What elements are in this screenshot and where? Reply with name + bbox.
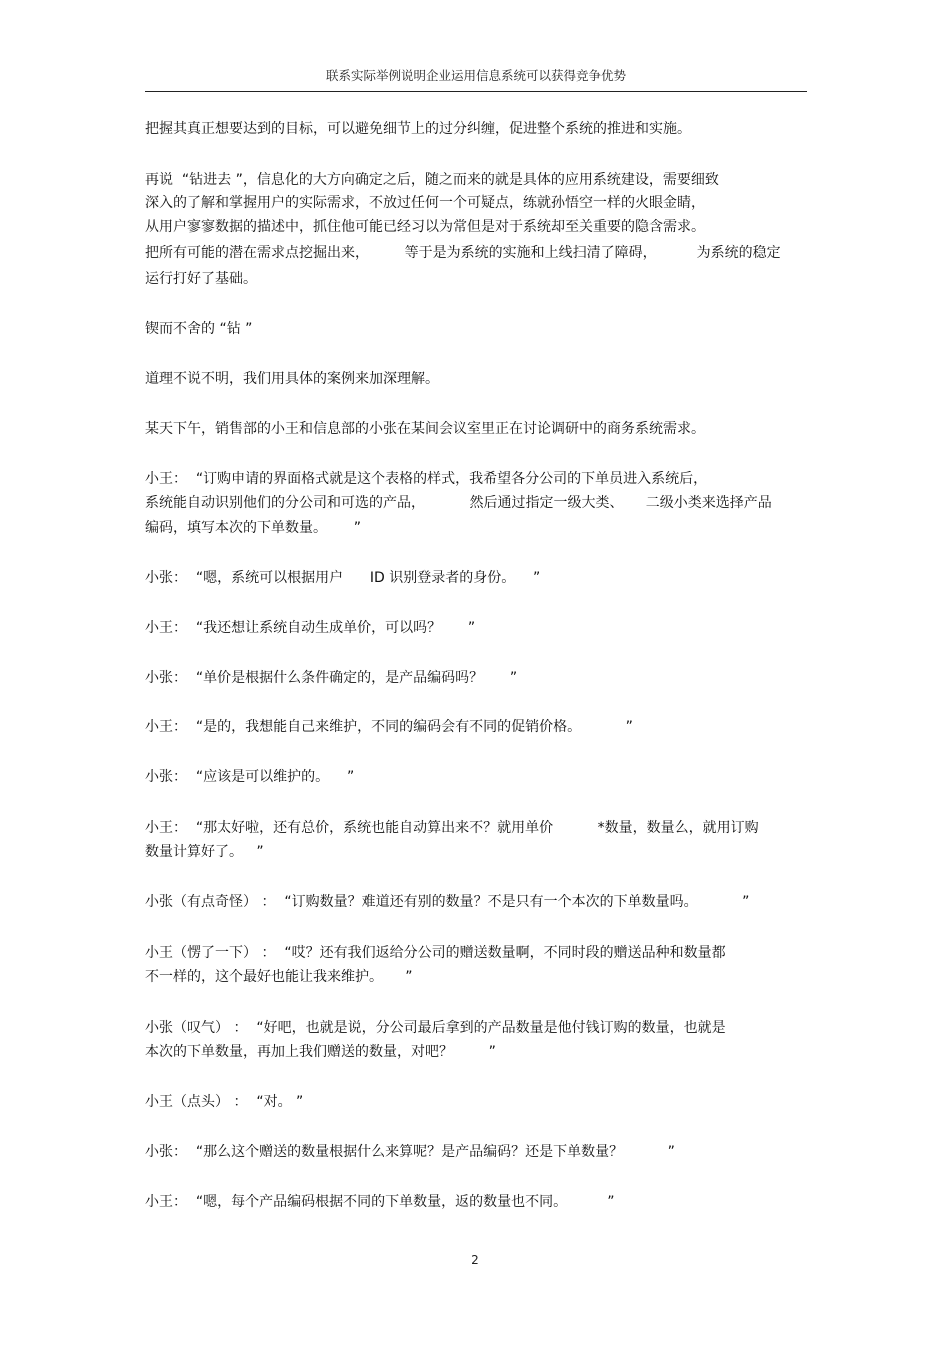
body-line: 把所有可能的潜在需求点挖掘出来， 等于是为系统的实施和上线扫清了障碍， 为系统的稳定 [145, 245, 781, 261]
header-divider [145, 91, 807, 92]
page-number: 2 [471, 1253, 479, 1267]
dialogue-line: 编码，填写本次的下单数量。 ” [145, 520, 361, 536]
body-line: 深入的了解和掌握用户的实际需求，不放过任何一个可疑点，练就孙悟空一样的火眼金睛， [145, 195, 705, 211]
page-header-title: 联系实际举例说明企业运用信息系统可以获得竞争优势 [325, 68, 626, 83]
dialogue-line: 本次的下单数量，再加上我们赠送的数量，对吧？ ” [145, 1044, 496, 1060]
dialogue-line: 小王： “我还想让系统自动生成单价，可以吗？ ” [145, 620, 476, 636]
body-line: 运行打好了基础。 [145, 271, 257, 287]
dialogue-line: 小王： “嗯，每个产品编码根据不同的下单数量，返的数量也不同。 ” [145, 1194, 615, 1210]
body-line: 把握其真正想要达到的目标，可以避免细节上的过分纠缠，促进整个系统的推进和实施。 [145, 121, 691, 137]
dialogue-line: 数量计算好了。 ” [145, 844, 264, 860]
dialogue-line: 小王（愣了一下） ： “哎？还有我们返给分公司的赠送数量啊，不同时段的赠送品种和数量都 [145, 945, 726, 961]
dialogue-line: 小张： “那么这个赠送的数量根据什么来算呢？是产品编码？还是下单数量？ ” [145, 1144, 675, 1160]
dialogue-line: 小王： “那太好啦，还有总价，系统也能自动算出来不？就用单价 *数量，数量么，就用订购 [145, 820, 759, 836]
dialogue-line: 小张（叹气） ： “好吧，也就是说，分公司最后拿到的产品数量是他付钱订购的数量，也就是 [145, 1020, 726, 1036]
dialogue-line: 小王（点头） ： “对。 ” [145, 1094, 304, 1110]
dialogue-line: 小张： “嗯，系统可以根据用户 ID 识别登录者的身份。 ” [145, 570, 541, 586]
dialogue-line: 小张： “应该是可以维护的。 ” [145, 769, 355, 785]
dialogue-line: 不一样的，这个最好也能让我来维护。 ” [145, 969, 413, 985]
dialogue-line: 小王： “订购申请的界面格式就是这个表格的样式，我希望各分公司的下单员进入系统后， [145, 471, 708, 487]
dialogue-line: 小张： “单价是根据什么条件确定的，是产品编码吗？ ” [145, 670, 518, 686]
body-line: 从用户寥寥数据的描述中，抓住他可能已经习以为常但是对于系统却至关重要的隐含需求。 [145, 219, 705, 235]
body-line: 再说 “钻进去 ”，信息化的大方向确定之后，随之而来的就是具体的应用系统建设，需要细致 [145, 172, 719, 188]
section-heading: 锲而不舍的 “钻 ” [145, 321, 253, 337]
body-line: 某天下午，销售部的小王和信息部的小张在某间会议室里正在讨论调研中的商务系统需求。 [145, 421, 705, 437]
dialogue-line: 系统能自动识别他们的分公司和可选的产品， 然后通过指定一级大类、 二级小类来选择产品 [145, 495, 772, 511]
dialogue-line: 小张（有点奇怪） ： “订购数量？难道还有别的数量？不是只有一个本次的下单数量吗。 ” [145, 894, 750, 910]
dialogue-line: 小王： “是的，我想能自己来维护，不同的编码会有不同的促销价格。 ” [145, 719, 633, 735]
body-line: 道理不说不明，我们用具体的案例来加深理解。 [145, 371, 439, 387]
